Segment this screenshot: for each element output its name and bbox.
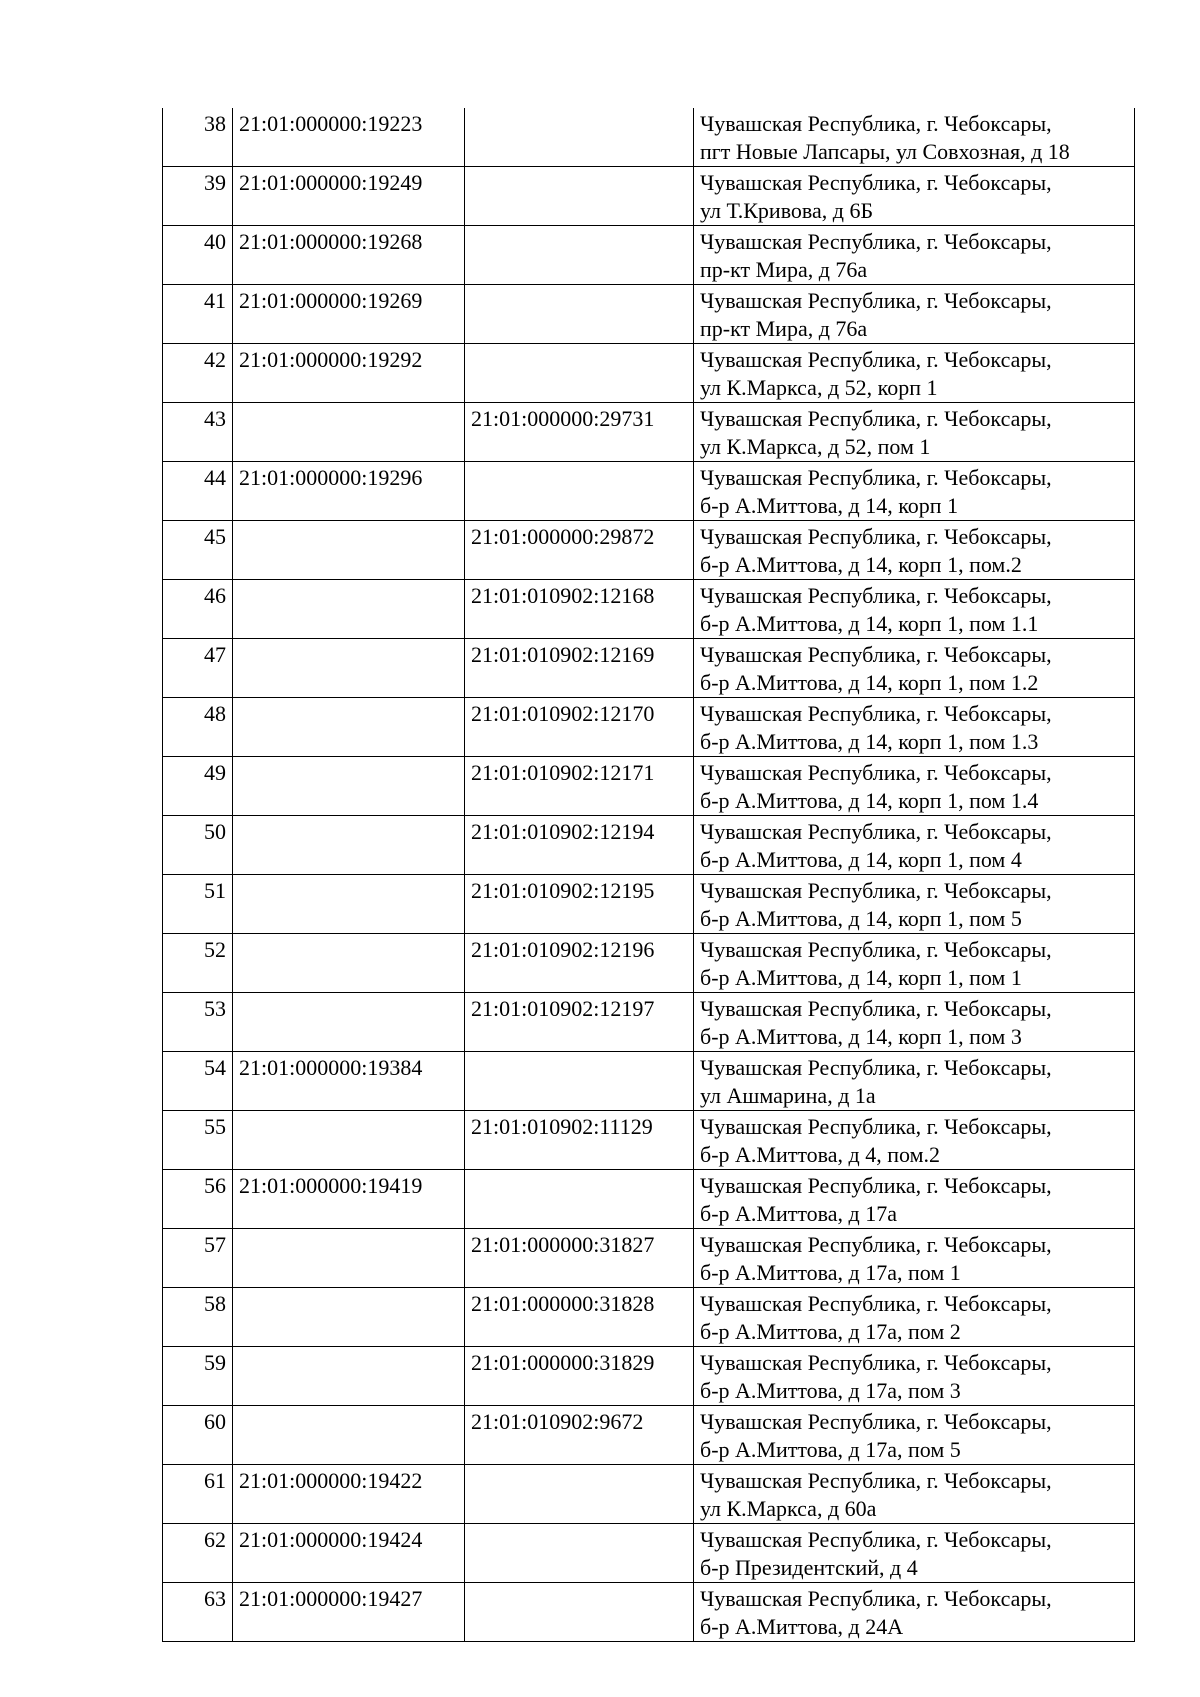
row-number: 58 xyxy=(163,1288,233,1347)
row-number: 40 xyxy=(163,226,233,285)
address-street-line: б-р А.Миттова, д 17а, пом 2 xyxy=(700,1319,961,1344)
table-row xyxy=(163,1524,1135,1583)
building-cadastral-number: 21:01:000000:19419 xyxy=(233,1170,465,1229)
table-row xyxy=(163,1170,1135,1229)
row-number: 47 xyxy=(163,639,233,698)
address-street-line: пр-кт Мира, д 76а xyxy=(700,316,868,341)
row-number: 55 xyxy=(163,1111,233,1170)
building-cadastral-number xyxy=(233,993,465,1052)
premise-cadastral-number: 21:01:010902:12171 xyxy=(465,757,694,816)
address-region-line: Чувашская Республика, г. Чебоксары, xyxy=(700,465,1052,490)
address-region-line: Чувашская Республика, г. Чебоксары, xyxy=(700,937,1052,962)
premise-cadastral-number xyxy=(465,1170,694,1229)
premise-cadastral-number: 21:01:010902:12168 xyxy=(465,580,694,639)
premise-cadastral-number: 21:01:000000:29731 xyxy=(465,403,694,462)
address-street-line: б-р А.Миттова, д 14, корп 1, пом 3 xyxy=(700,1024,1022,1049)
address-region-line: Чувашская Республика, г. Чебоксары, xyxy=(700,1291,1052,1316)
address-region-line: Чувашская Республика, г. Чебоксары, xyxy=(700,819,1052,844)
premise-cadastral-number xyxy=(465,285,694,344)
premise-cadastral-number: 21:01:000000:31827 xyxy=(465,1229,694,1288)
address-street-line: ул Т.Кривова, д 6Б xyxy=(700,198,874,223)
premise-cadastral-number xyxy=(465,1524,694,1583)
address-cell xyxy=(694,934,1135,993)
address-cell xyxy=(694,1111,1135,1170)
table-row xyxy=(163,226,1135,285)
building-cadastral-number xyxy=(233,816,465,875)
premise-cadastral-number xyxy=(465,1465,694,1524)
address-street-line: б-р Президентский, д 4 xyxy=(700,1555,918,1580)
address-street-line: б-р А.Миттова, д 14, корп 1 xyxy=(700,493,959,518)
address-region-line: Чувашская Республика, г. Чебоксары, xyxy=(700,1527,1052,1552)
row-number: 54 xyxy=(163,1052,233,1111)
premise-cadastral-number xyxy=(465,167,694,226)
address-region-line: Чувашская Республика, г. Чебоксары, xyxy=(700,1586,1052,1611)
table-row xyxy=(163,285,1135,344)
building-cadastral-number: 21:01:000000:19249 xyxy=(233,167,465,226)
address-cell xyxy=(694,698,1135,757)
row-number: 48 xyxy=(163,698,233,757)
building-cadastral-number xyxy=(233,521,465,580)
building-cadastral-number: 21:01:000000:19427 xyxy=(233,1583,465,1642)
row-number: 43 xyxy=(163,403,233,462)
table-row xyxy=(163,757,1135,816)
address-region-line: Чувашская Республика, г. Чебоксары, xyxy=(700,1173,1052,1198)
row-number: 41 xyxy=(163,285,233,344)
row-number: 51 xyxy=(163,875,233,934)
premise-cadastral-number xyxy=(465,1583,694,1642)
address-cell xyxy=(694,1583,1135,1642)
address-region-line: Чувашская Республика, г. Чебоксары, xyxy=(700,524,1052,549)
building-cadastral-number: 21:01:000000:19269 xyxy=(233,285,465,344)
table-row xyxy=(163,344,1135,403)
premise-cadastral-number xyxy=(465,462,694,521)
premise-cadastral-number: 21:01:010902:12196 xyxy=(465,934,694,993)
premise-cadastral-number xyxy=(465,344,694,403)
address-street-line: ул К.Маркса, д 52, пом 1 xyxy=(700,434,931,459)
address-cell xyxy=(694,1288,1135,1347)
row-number: 42 xyxy=(163,344,233,403)
address-street-line: б-р А.Миттова, д 24А xyxy=(700,1614,904,1639)
address-cell xyxy=(694,403,1135,462)
address-street-line: б-р А.Миттова, д 14, корп 1, пом 1.1 xyxy=(700,611,1039,636)
address-region-line: Чувашская Республика, г. Чебоксары, xyxy=(700,1350,1052,1375)
row-number: 62 xyxy=(163,1524,233,1583)
premise-cadastral-number: 21:01:010902:11129 xyxy=(465,1111,694,1170)
address-region-line: Чувашская Республика, г. Чебоксары, xyxy=(700,1468,1052,1493)
address-cell xyxy=(694,757,1135,816)
address-cell xyxy=(694,993,1135,1052)
address-street-line: б-р А.Миттова, д 14, корп 1, пом 1 xyxy=(700,965,1022,990)
address-street-line: пр-кт Мира, д 76а xyxy=(700,257,868,282)
building-cadastral-number xyxy=(233,1111,465,1170)
address-street-line: ул Ашмарина, д 1а xyxy=(700,1083,876,1108)
address-cell xyxy=(694,344,1135,403)
address-region-line: Чувашская Республика, г. Чебоксары, xyxy=(700,1409,1052,1434)
table-row xyxy=(163,1347,1135,1406)
row-number: 59 xyxy=(163,1347,233,1406)
building-cadastral-number: 21:01:000000:19384 xyxy=(233,1052,465,1111)
premise-cadastral-number xyxy=(465,1052,694,1111)
table-row xyxy=(163,167,1135,226)
building-cadastral-number xyxy=(233,757,465,816)
address-region-line: Чувашская Республика, г. Чебоксары, xyxy=(700,1114,1052,1139)
address-street-line: б-р А.Миттова, д 14, корп 1, пом 1.4 xyxy=(700,788,1039,813)
building-cadastral-number: 21:01:000000:19296 xyxy=(233,462,465,521)
row-number: 53 xyxy=(163,993,233,1052)
row-number: 38 xyxy=(163,108,233,167)
building-cadastral-number xyxy=(233,875,465,934)
building-cadastral-number: 21:01:000000:19223 xyxy=(233,108,465,167)
address-region-line: Чувашская Республика, г. Чебоксары, xyxy=(700,347,1052,372)
premise-cadastral-number: 21:01:010902:12194 xyxy=(465,816,694,875)
row-number: 49 xyxy=(163,757,233,816)
building-cadastral-number xyxy=(233,639,465,698)
address-cell xyxy=(694,521,1135,580)
address-region-line: Чувашская Республика, г. Чебоксары, xyxy=(700,1055,1052,1080)
premise-cadastral-number: 21:01:010902:12195 xyxy=(465,875,694,934)
table-row xyxy=(163,1111,1135,1170)
table-row xyxy=(163,816,1135,875)
table-row xyxy=(163,1583,1135,1642)
address-region-line: Чувашская Республика, г. Чебоксары, xyxy=(700,111,1052,136)
address-cell xyxy=(694,580,1135,639)
property-registry-table xyxy=(162,108,1135,1642)
row-number: 57 xyxy=(163,1229,233,1288)
premise-cadastral-number: 21:01:010902:9672 xyxy=(465,1406,694,1465)
address-cell xyxy=(694,1229,1135,1288)
building-cadastral-number: 21:01:000000:19422 xyxy=(233,1465,465,1524)
address-cell xyxy=(694,1406,1135,1465)
premise-cadastral-number: 21:01:010902:12169 xyxy=(465,639,694,698)
address-cell xyxy=(694,1052,1135,1111)
premise-cadastral-number: 21:01:000000:31829 xyxy=(465,1347,694,1406)
address-cell xyxy=(694,167,1135,226)
address-street-line: б-р А.Миттова, д 17а, пом 3 xyxy=(700,1378,961,1403)
address-street-line: б-р А.Миттова, д 17а, пом 5 xyxy=(700,1437,961,1462)
premise-cadastral-number: 21:01:010902:12197 xyxy=(465,993,694,1052)
address-cell xyxy=(694,1347,1135,1406)
building-cadastral-number xyxy=(233,1229,465,1288)
table-row xyxy=(163,108,1135,167)
row-number: 56 xyxy=(163,1170,233,1229)
building-cadastral-number: 21:01:000000:19292 xyxy=(233,344,465,403)
address-cell xyxy=(694,1465,1135,1524)
building-cadastral-number xyxy=(233,580,465,639)
table-row xyxy=(163,1406,1135,1465)
table-row xyxy=(163,639,1135,698)
address-cell xyxy=(694,875,1135,934)
premise-cadastral-number xyxy=(465,226,694,285)
address-cell xyxy=(694,226,1135,285)
row-number: 45 xyxy=(163,521,233,580)
address-region-line: Чувашская Республика, г. Чебоксары, xyxy=(700,878,1052,903)
address-street-line: б-р А.Миттова, д 14, корп 1, пом 5 xyxy=(700,906,1022,931)
address-cell xyxy=(694,1524,1135,1583)
building-cadastral-number xyxy=(233,1347,465,1406)
address-region-line: Чувашская Республика, г. Чебоксары, xyxy=(700,583,1052,608)
address-street-line: б-р А.Миттова, д 14, корп 1, пом 1.3 xyxy=(700,729,1039,754)
address-cell xyxy=(694,816,1135,875)
address-street-line: б-р А.Миттова, д 14, корп 1, пом.2 xyxy=(700,552,1022,577)
building-cadastral-number xyxy=(233,1406,465,1465)
building-cadastral-number: 21:01:000000:19424 xyxy=(233,1524,465,1583)
row-number: 46 xyxy=(163,580,233,639)
address-street-line: пгт Новые Лапсары, ул Совхозная, д 18 xyxy=(700,139,1070,164)
building-cadastral-number xyxy=(233,1288,465,1347)
table-row xyxy=(163,403,1135,462)
building-cadastral-number xyxy=(233,403,465,462)
address-region-line: Чувашская Республика, г. Чебоксары, xyxy=(700,406,1052,431)
address-street-line: б-р А.Миттова, д 4, пом.2 xyxy=(700,1142,941,1167)
address-region-line: Чувашская Республика, г. Чебоксары, xyxy=(700,701,1052,726)
table-row xyxy=(163,1465,1135,1524)
address-region-line: Чувашская Республика, г. Чебоксары, xyxy=(700,288,1052,313)
address-region-line: Чувашская Республика, г. Чебоксары, xyxy=(700,229,1052,254)
address-street-line: б-р А.Миттова, д 14, корп 1, пом 1.2 xyxy=(700,670,1039,695)
premise-cadastral-number: 21:01:000000:31828 xyxy=(465,1288,694,1347)
row-number: 61 xyxy=(163,1465,233,1524)
address-region-line: Чувашская Республика, г. Чебоксары, xyxy=(700,1232,1052,1257)
building-cadastral-number: 21:01:000000:19268 xyxy=(233,226,465,285)
table-row xyxy=(163,580,1135,639)
address-street-line: ул К.Маркса, д 60а xyxy=(700,1496,877,1521)
row-number: 44 xyxy=(163,462,233,521)
address-region-line: Чувашская Республика, г. Чебоксары, xyxy=(700,760,1052,785)
address-region-line: Чувашская Республика, г. Чебоксары, xyxy=(700,996,1052,1021)
premise-cadastral-number: 21:01:010902:12170 xyxy=(465,698,694,757)
row-number: 50 xyxy=(163,816,233,875)
address-cell xyxy=(694,639,1135,698)
address-street-line: ул К.Маркса, д 52, корп 1 xyxy=(700,375,938,400)
address-region-line: Чувашская Республика, г. Чебоксары, xyxy=(700,170,1052,195)
table-row xyxy=(163,1052,1135,1111)
address-street-line: б-р А.Миттова, д 14, корп 1, пом 4 xyxy=(700,847,1022,872)
building-cadastral-number xyxy=(233,698,465,757)
table-row xyxy=(163,698,1135,757)
address-cell xyxy=(694,285,1135,344)
address-cell xyxy=(694,108,1135,167)
table-row xyxy=(163,1288,1135,1347)
table-body xyxy=(163,108,1135,1642)
row-number: 52 xyxy=(163,934,233,993)
address-region-line: Чувашская Республика, г. Чебоксары, xyxy=(700,642,1052,667)
table-row xyxy=(163,521,1135,580)
row-number: 60 xyxy=(163,1406,233,1465)
address-cell xyxy=(694,1170,1135,1229)
premise-cadastral-number xyxy=(465,108,694,167)
table-row xyxy=(163,993,1135,1052)
table-row xyxy=(163,462,1135,521)
address-cell xyxy=(694,462,1135,521)
building-cadastral-number xyxy=(233,934,465,993)
address-street-line: б-р А.Миттова, д 17а xyxy=(700,1201,898,1226)
table-row xyxy=(163,934,1135,993)
table-row xyxy=(163,1229,1135,1288)
row-number: 39 xyxy=(163,167,233,226)
address-street-line: б-р А.Миттова, д 17а, пом 1 xyxy=(700,1260,961,1285)
premise-cadastral-number: 21:01:000000:29872 xyxy=(465,521,694,580)
row-number: 63 xyxy=(163,1583,233,1642)
table-row xyxy=(163,875,1135,934)
